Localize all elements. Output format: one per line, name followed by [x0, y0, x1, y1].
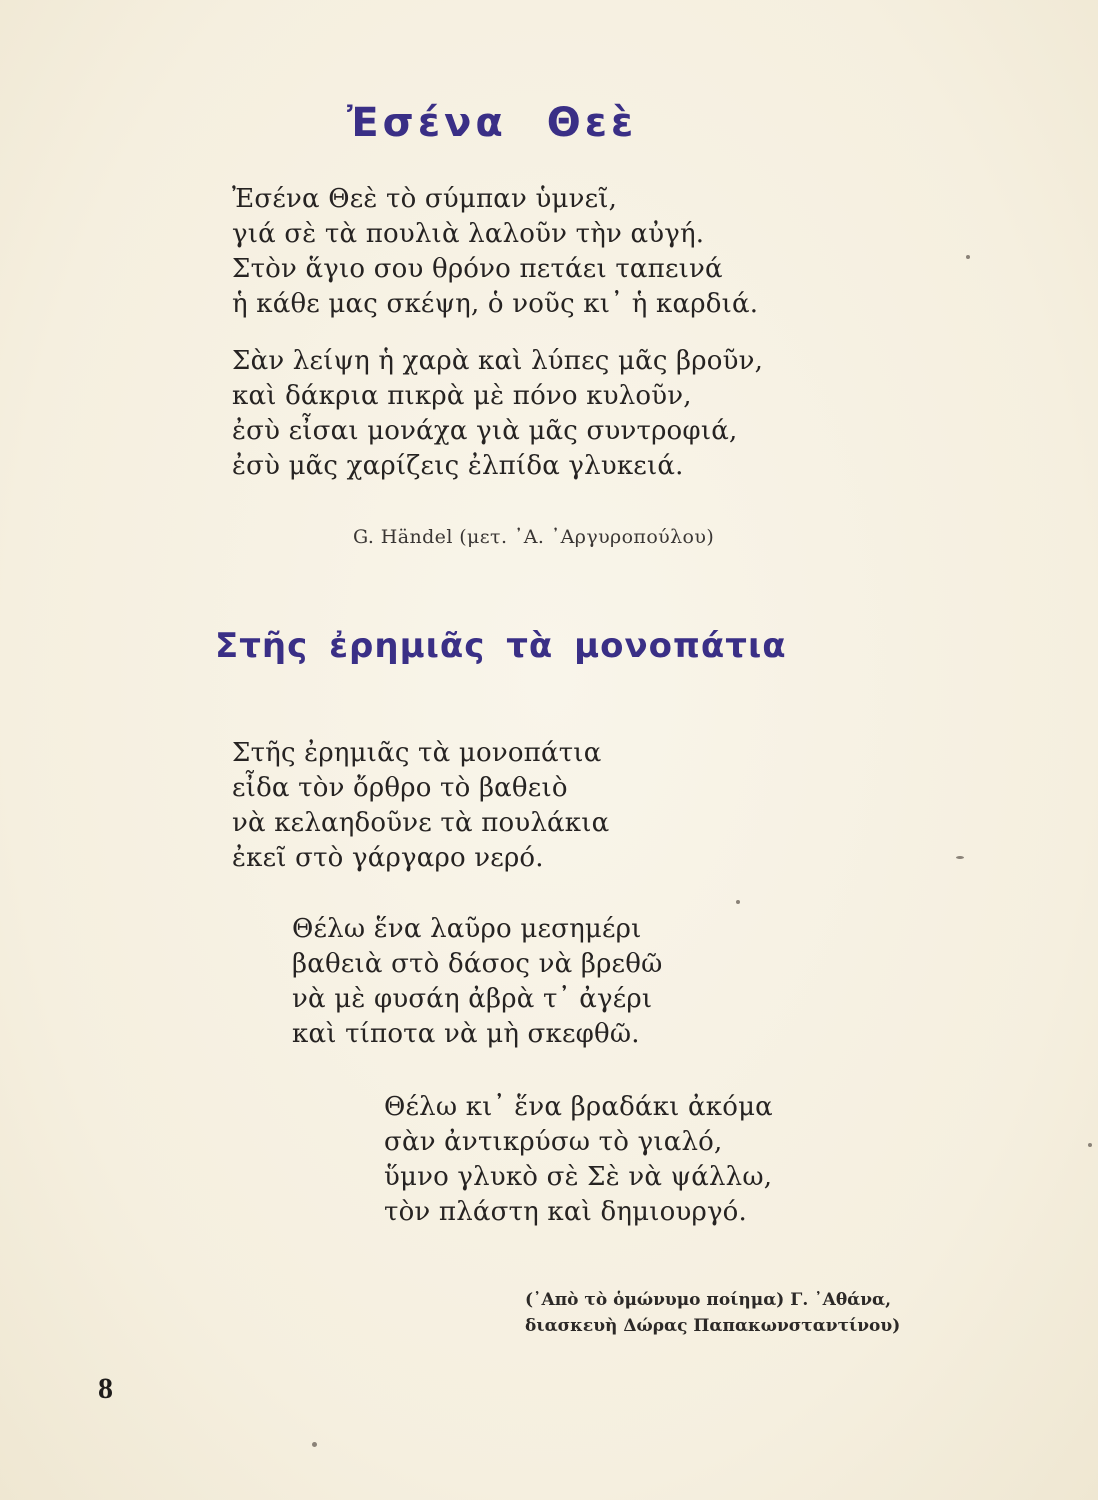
poem-line: Σὰν λείψη ἡ χαρὰ καὶ λύπες μᾶς βροῦν, — [232, 346, 764, 376]
poem-1-credit: G. Händel (μετ. ᾿Α. ᾿Αργυροπούλου) — [353, 526, 715, 548]
poem-line: Στὸν ἅγιο σου θρόνο πετάει ταπεινά — [232, 254, 723, 284]
poem-2-source — [525, 1287, 900, 1339]
poem-line: Θέλω κι᾿ ἕνα βραδάκι ἀκόμα — [384, 1092, 773, 1122]
page-number: 8 — [98, 1372, 113, 1405]
poem-1-title: Ἐσένα Θεὲ — [347, 100, 638, 146]
poem-line: καὶ δάκρια πικρὰ μὲ πόνο κυλοῦν, — [232, 381, 692, 411]
poem-line: ἐσὺ μᾶς χαρίζεις ἐλπίδα γλυκειά. — [232, 451, 684, 481]
source-line: (᾿Απὸ τὸ ὁμώνυμο ποίημα) Γ. ᾿Αθάνα, — [525, 1290, 892, 1310]
source-line: διασκευὴ Δώρας Παπακωνσταντίνου) — [525, 1316, 901, 1336]
poem-line: νὰ μὲ φυσάη ἀβρὰ τ᾿ ἀγέρι — [292, 984, 653, 1014]
poem-2-stanza-3 — [384, 1090, 773, 1230]
paper-speck — [956, 856, 964, 859]
paper-speck — [312, 1442, 317, 1447]
paper-speck — [736, 900, 740, 904]
poem-line: Στῆς ἐρημιᾶς τὰ μονοπάτια — [232, 738, 602, 768]
poem-line: τὸν πλάστη καὶ δημιουργό. — [384, 1197, 747, 1227]
poem-1-stanza-1 — [232, 182, 758, 322]
poem-line: γιά σὲ τὰ πουλιὰ λαλοῦν τὴν αὐγή. — [232, 219, 705, 249]
poem-line: ἐσὺ εἶσαι μονάχα γιὰ μᾶς συντροφιά, — [232, 416, 738, 446]
poem-line: βαθειὰ στὸ δάσος νὰ βρεθῶ — [292, 949, 663, 979]
poem-1-stanza-2 — [232, 344, 763, 484]
poem-line: νὰ κελαηδοῦνε τὰ πουλάκια — [232, 808, 610, 838]
poem-line: ἐκεῖ στὸ γάργαρο νερό. — [232, 843, 544, 873]
poem-line: Θέλω ἕνα λαῦρο μεσημέρι — [292, 914, 642, 944]
poem-2-title: Στῆς ἐρημιᾶς τὰ μονοπάτια — [215, 626, 787, 666]
poem-2-stanza-2 — [292, 912, 663, 1052]
poem-line: ἡ κάθε μας σκέψη, ὁ νοῦς κι᾿ ἡ καρδιά. — [232, 289, 759, 319]
poem-2-stanza-1 — [232, 736, 609, 876]
poem-line: καὶ τίποτα νὰ μὴ σκεφθῶ. — [292, 1019, 640, 1049]
poem-line: σὰν ἀντικρύσω τὸ γιαλό, — [384, 1127, 723, 1157]
paper-speck — [966, 255, 970, 259]
poem-line: εἶδα τὸν ὄρθρο τὸ βαθειὸ — [232, 773, 568, 803]
poem-line: Ἐσένα Θεὲ τὸ σύμπαν ὑμνεῖ, — [232, 184, 618, 214]
paper-speck — [1088, 1143, 1092, 1147]
poem-line: ὕμνο γλυκὸ σὲ Σὲ νὰ ψάλλω, — [384, 1162, 773, 1192]
